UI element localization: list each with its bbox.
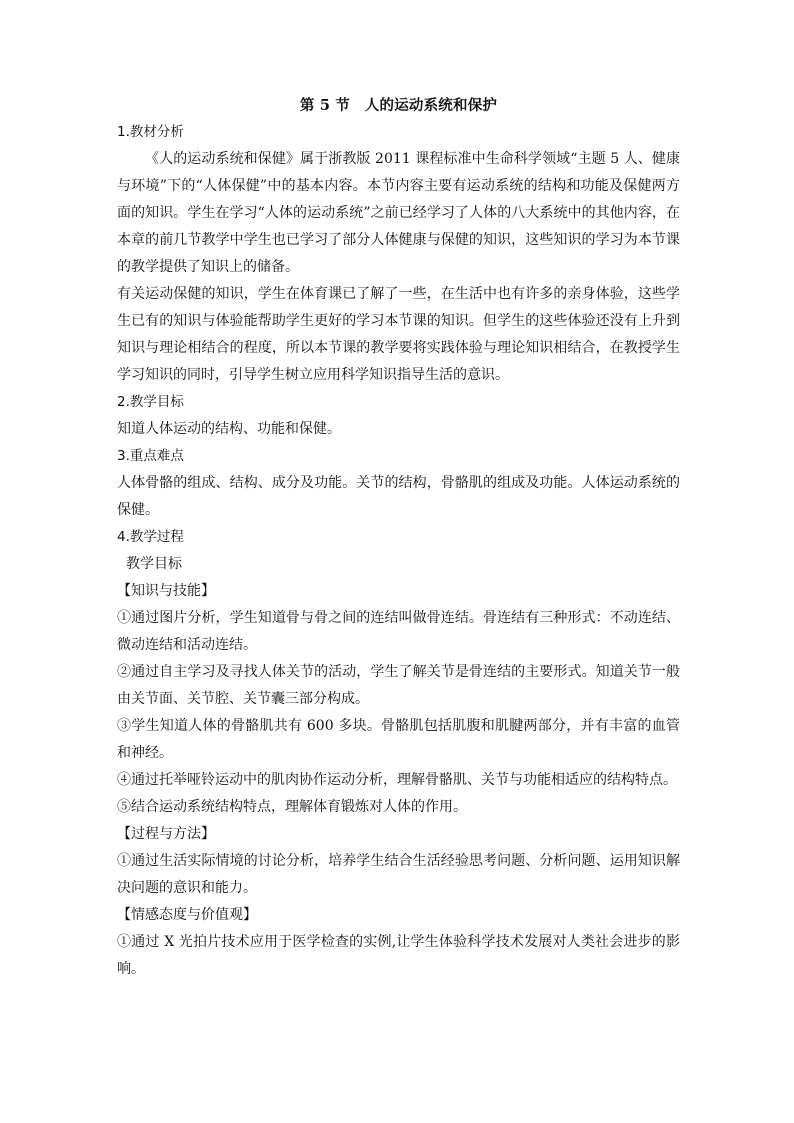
page-title: 第 5 节 人的运动系统和保护 [299, 97, 498, 114]
analysis-paragraph-1: 《人的运动系统和保健》属于浙教版 2011 课程标准中生命科学领域“主题 5 人、健康与环境”下的“人体保健”中的基本内容。本节内容主要有运动系统的结构和功能及保健两方面的知识。学生在学习“人体的运动系统”之前已经学习了人体的八大系统中的其他内容，在本章的前几节教学中学生也已学习了部分人体健康与保健的知识，这些知识的学习为本节课的教学提供了知识上的储备。 [117, 151, 680, 275]
knowledge-item-3: ③学生知道人体的骨骼肌共有 600 多块。骨骼肌包括肌腹和肌腱两部分，并有丰富的血管和神经。 [117, 718, 680, 761]
section-heading-process: 4.教学过程 [117, 529, 184, 545]
process-method-label: 【过程与方法】 [117, 826, 215, 842]
emotion-item-1: ①通过 X 光拍片技术应用于医学检查的实例,让学生体验科学技术发展对人类社会进步的影响。 [117, 934, 680, 977]
knowledge-skills-label: 【知识与技能】 [117, 583, 215, 599]
emotion-values-label: 【情感态度与价值观】 [117, 907, 257, 923]
process-subheading: 教学目标 [126, 556, 182, 572]
section-heading-key-points: 3.重点难点 [117, 448, 184, 464]
goals-paragraph: 知道人体运动的结构、功能和保健。 [117, 421, 341, 437]
analysis-paragraph-2: 有关运动保健的知识，学生在体育课已了解了一些，在生活中也有许多的亲身体验，这些学生已有的知识与体验能帮助学生更好的学习本节课的知识。但学生的这些体验还没有上升到知识与理论相结合的程度，所以本节课的教学要将实践体验与理论知识相结合，在教授学生学习知识的同时，引导学生树立应用科学知识指导生活的意识。 [117, 286, 680, 383]
section-heading-goals: 2.教学目标 [117, 394, 184, 410]
key-points-paragraph: 人体骨骼的组成、结构、成分及功能。关节的结构，骨骼肌的组成及功能。人体运动系统的保健。 [117, 475, 680, 518]
knowledge-item-5: ⑤结合运动系统结构特点，理解体育锻炼对人体的作用。 [117, 799, 467, 815]
section-heading-analysis: 1.教材分析 [117, 124, 184, 140]
knowledge-item-2: ②通过自主学习及寻找人体关节的活动，学生了解关节是骨连结的主要形式。知道关节一般由关节面、关节腔、关节囊三部分构成。 [117, 664, 680, 707]
method-item-1: ①通过生活实际情境的讨论分析，培养学生结合生活经验思考问题、分析问题、运用知识解决问题的意识和能力。 [117, 853, 680, 896]
knowledge-item-1: ①通过图片分析，学生知道骨与骨之间的连结叫做骨连结。骨连结有三种形式：不动连结、微动连结和活动连结。 [117, 610, 680, 653]
document-page [117, 92, 680, 983]
knowledge-item-4: ④通过托举哑铃运动中的肌肉协作运动分析，理解骨骼肌、关节与功能相适应的结构特点。 [117, 772, 677, 788]
